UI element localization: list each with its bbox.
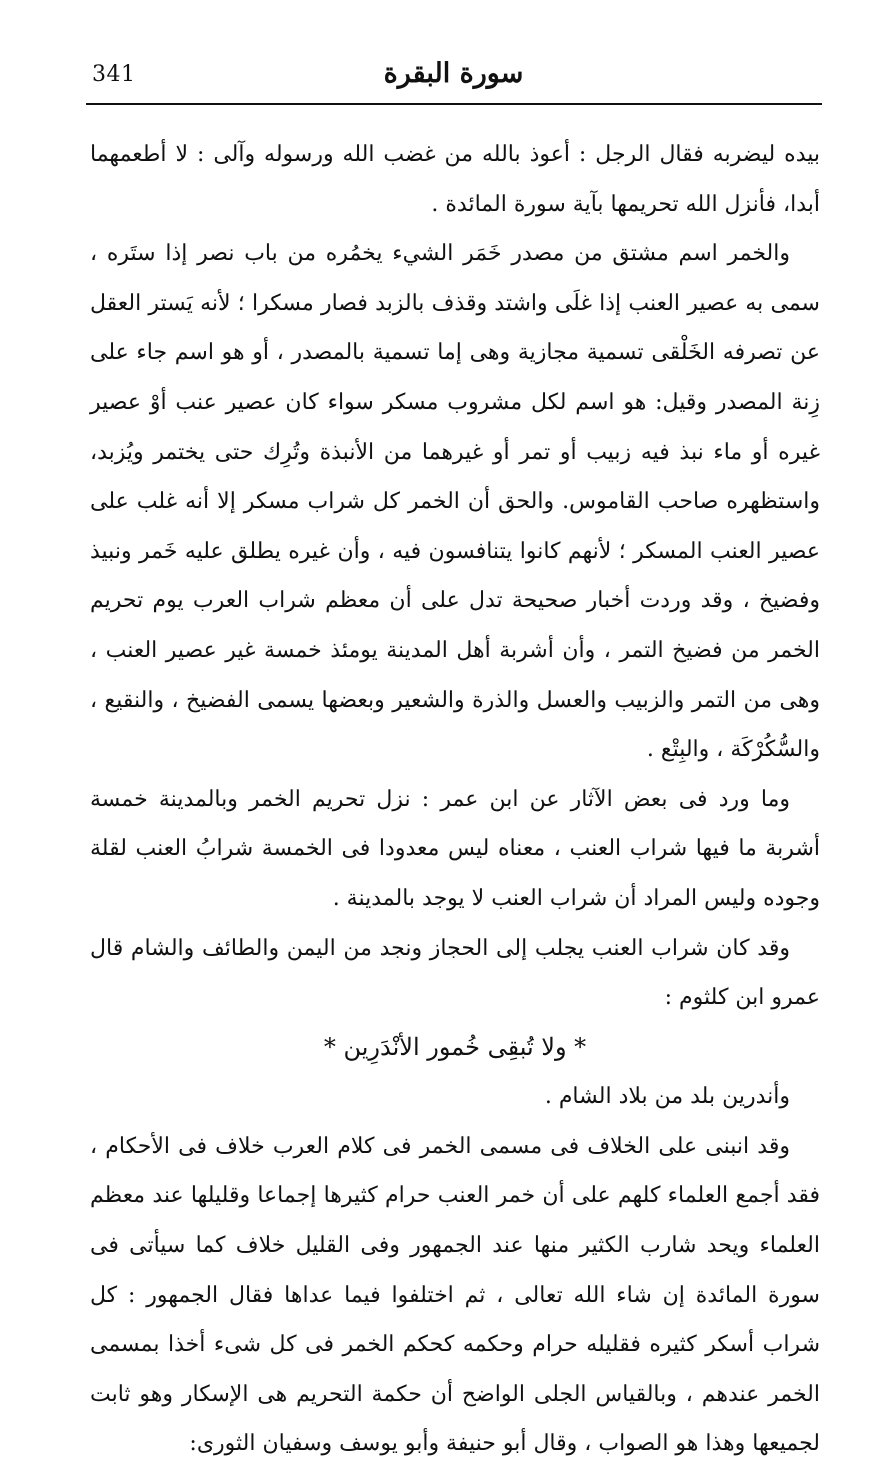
poetry-verse: * ولا تُبقِى خُمور الأنْدَرِين * [323,1032,587,1061]
page-number: 341 [92,62,136,87]
header-divider [86,103,822,105]
body-text [90,130,820,1469]
running-title: سورة البقرة [383,58,524,89]
paragraph-5: وأندرين بلد من بلاد الشام . [544,1084,790,1110]
paragraph-4: وقد كان شراب العنب يجلب إلى الحجاز ونجد من اليمن والطائف والشام قال عمرو ابن كلثوم : [90,935,820,1011]
paragraph-1: بيده ليضربه فقال الرجل : أعوذ بالله من غضب الله ورسوله وآلى : لا أطعمهما أبدا، فأنزل الله تحريمها بآية سورة المائدة . [90,142,820,217]
paragraph-2: والخمر اسم مشتق من مصدر خَمَر الشيء يخمُره من باب نصر إذا ستَره ، سمى به عصير العنب إذا غلَى واشتد وقذف بالزبد فصار مسكرا ؛ لأنه يَستر العقل عن تصرفه الخَلْقى تسمية مجازية وهى إما تسمية بالمصدر ، أو هو اسم جاء على زِنة المصدر وقيل: هو اسم لكل مشروب مسكر سواء كان عصير عنب أوْ عصير غيره أو ماء نبذ فيه زبيب أو تمر أو غيرهما من الأنبذة وتُرِك حتى يختمر ويُزبد، واستظهره صاحب القاموس. والحق أن الخمر كل شراب مسكر إلا أنه غلب على عصير العنب المسكر ؛ لأنهم كانوا يتنافسون فيه ، وأن غيره يطلق عليه خَمر ونبيذ وفضيخ ، وقد وردت أخبار صحيحة تدل على أن معظم شراب العرب يوم تحريم الخمر من فضيخ التمر ، وأن أشربة أهل المدينة يومئذ خمسة غير عصير العنب ، وهى من التمر والزبيب والعسل والذرة والشعير وبعضها يسمى الفضيخ ، والنقيع ، والسُّكُرْكَة ، والبِتْع . [90,241,820,763]
page-header [86,56,821,100]
paragraph-3: وما ورد فى بعض الآثار عن ابن عمر : نزل تحريم الخمر وبالمدينة خمسة أشربة ما فيها شراب العنب ، معناه ليس معدودا فى الخمسة شرابُ العنب لقلة وجوده وليس المراد أن شراب العنب لا يوجد بالمدينة . [90,786,820,911]
paragraph-6: وقد انبنى على الخلاف فى مسمى الخمر فى كلام العرب خلاف فى الأحكام ، فقد أجمع العلماء كلهم على أن خمر العنب حرام كثيرها إجماعا وقليلها عند معظم العلماء ويحد شارب الكثير منها عند الجمهور وفى القليل خلاف كما سيأتى فى سورة المائدة إن شاء الله تعالى ، ثم اختلفوا فيما عداها فقال الجمهور : كل شراب أسكر كثيره فقليله حرام وحكمه كحكم الخمر فى كل شىء أخذا بمسمى الخمر عندهم ، وبالقياس الجلى الواضح أن حكمة التحريم هى الإسكار وهو ثابت لجميعها وهذا هو الصواب ، وقال أبو حنيفة وأبو يوسف وسفيان الثورى: [90,1133,820,1457]
